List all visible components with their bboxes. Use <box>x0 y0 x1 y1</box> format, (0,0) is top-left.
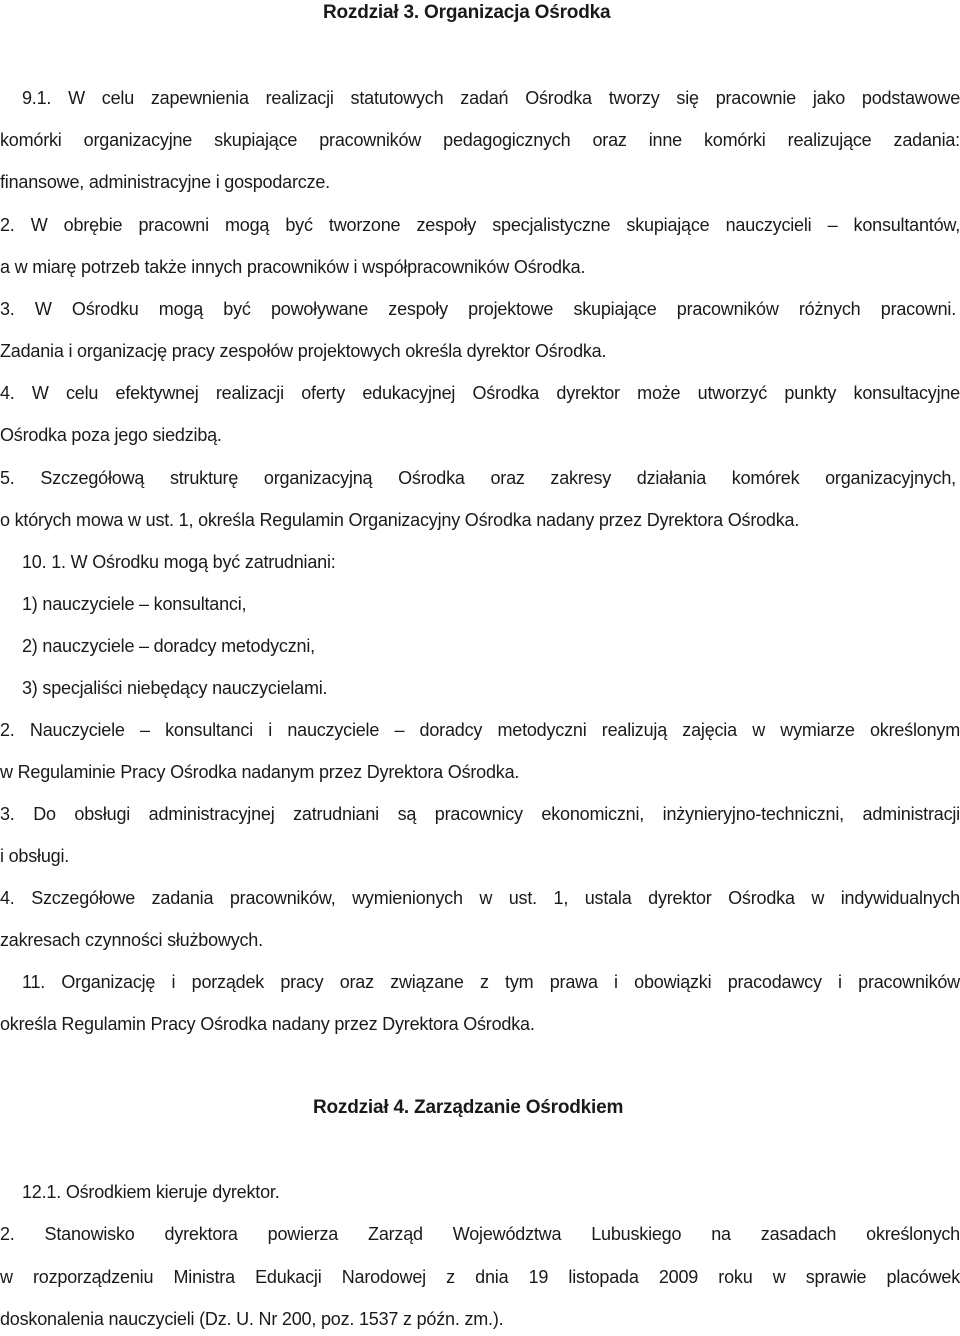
paragraph-9-2-line-1: 2. W obrębie pracowni mogą być tworzone zespoły specjalistyczne skupiające nauczycieli – konsultantów, <box>0 215 960 235</box>
paragraph-9-5-line-2: o których mowa w ust. 1, określa Regulamin Organizacyjny Ośrodka nadany przez Dyrektora Ośrodka. <box>0 510 800 530</box>
paragraph-10-1: 10. 1. W Ośrodku mogą być zatrudniani: <box>22 552 336 572</box>
paragraph-10-2-line-1: 2. Nauczyciele – konsultanci i nauczyciele – doradcy metodyczni realizują zajęcia w wymiarze określonym <box>0 720 960 740</box>
paragraph-11-line-1: 11. Organizację i porządek pracy oraz związane z tym prawa i obowiązki pracodawcy i pracowników <box>22 972 960 992</box>
paragraph-12-2-line-3: doskonalenia nauczycieli (Dz. U. Nr 200, poz. 1537 z późn. zm.). <box>0 1309 504 1329</box>
paragraph-9-3-line-2: Zadania i organizację pracy zespołów projektowych określa dyrektor Ośrodka. <box>0 341 607 361</box>
paragraph-9-3-line-1: 3. W Ośrodku mogą być powoływane zespoły projektowe skupiające pracowników różnych pracowni. <box>0 299 956 319</box>
paragraph-9-4-line-2: Ośrodka poza jego siedzibą. <box>0 425 222 445</box>
paragraph-9-2-line-2: a w miarę potrzeb także innych pracowników i współpracowników Ośrodka. <box>0 257 586 277</box>
paragraph-10-4-line-1: 4. Szczegółowe zadania pracowników, wymienionych w ust. 1, ustala dyrektor Ośrodka w indywidualnych <box>0 888 960 908</box>
paragraph-10-2-line-2: w Regulaminie Pracy Ośrodka nadanym przez Dyrektora Ośrodka. <box>0 762 520 782</box>
paragraph-10-3-line-1: 3. Do obsługi administracyjnej zatrudniani są pracownicy ekonomiczni, inżynieryjno-techniczni, administracji <box>0 804 960 824</box>
chapter-3-heading: Rozdział 3. Organizacja Ośrodka <box>323 2 611 23</box>
paragraph-11-line-2: określa Regulamin Pracy Ośrodka nadany przez Dyrektora Ośrodka. <box>0 1014 535 1034</box>
paragraph-9-4-line-1: 4. W celu efektywnej realizacji oferty edukacyjnej Ośrodka dyrektor może utworzyć punkty konsultacyjne <box>0 383 960 403</box>
paragraph-12-2-line-2: w rozporządzeniu Ministra Edukacji Narodowej z dnia 19 listopada 2009 roku w sprawie placówek <box>0 1267 960 1287</box>
paragraph-9-5-line-1: 5. Szczegółową strukturę organizacyjną Ośrodka oraz zakresy działania komórek organizacyjnych, <box>0 468 956 488</box>
list-item-1: 1) nauczyciele – konsultanci, <box>22 594 247 614</box>
paragraph-9-1-line-2: komórki organizacyjne skupiające pracowników pedagogicznych oraz inne komórki realizujące zadania: <box>0 130 960 150</box>
paragraph-10-4-line-2: zakresach czynności służbowych. <box>0 930 263 950</box>
paragraph-9-1-line-1: 9.1. W celu zapewnienia realizacji statutowych zadań Ośrodka tworzy się pracownie jako podstawowe <box>22 88 960 108</box>
paragraph-10-3-line-2: i obsługi. <box>0 846 70 866</box>
chapter-4-heading: Rozdział 4. Zarządzanie Ośrodkiem <box>313 1097 624 1118</box>
paragraph-9-1-line-3: finansowe, administracyjne i gospodarcze. <box>0 172 330 192</box>
list-item-2: 2) nauczyciele – doradcy metodyczni, <box>22 636 315 656</box>
paragraph-12-2-line-1: 2. Stanowisko dyrektora powierza Zarząd Województwa Lubuskiego na zasadach określonych <box>0 1224 960 1244</box>
paragraph-12-1: 12.1. Ośrodkiem kieruje dyrektor. <box>22 1182 280 1202</box>
list-item-3: 3) specjaliści niebędący nauczycielami. <box>22 678 328 698</box>
